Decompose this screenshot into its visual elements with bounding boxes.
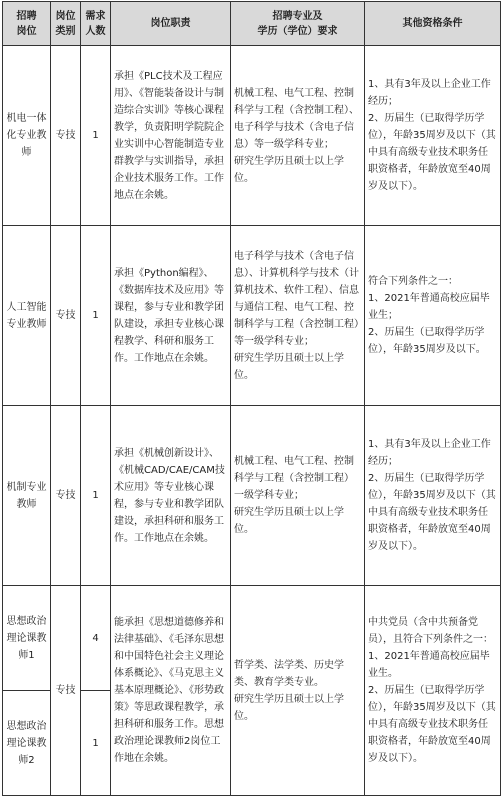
table-row: [3, 586, 501, 691]
count-cell: 4: [81, 586, 111, 691]
major-cell: 机械工程、电气工程、控制科学与工程（含控制工程）、电子科学与技术（含电子信息）等一级学科专业； 研究生学历且硕士以上学位。: [231, 46, 365, 226]
other-cell: 符合下列条件之一： 1、2021年普通高校应届毕业生； 2、历届生（已取得学历学位），年龄35周岁及以下。: [365, 226, 501, 406]
position-cell: 机制专业 教师: [3, 406, 51, 586]
recruitment-table: [2, 1, 501, 796]
position-cell: 思想政治 理论课教 师1: [3, 586, 51, 691]
category-cell: 专技: [51, 406, 81, 586]
header-duty: 岗位职责: [111, 2, 231, 46]
category-cell: 专技: [51, 226, 81, 406]
major-cell: 哲学类、法学类、历史学类、教育学类专业。 研究生学历且硕士以上学位。: [231, 586, 365, 796]
major-cell: 电子科学与技术（含电子信息）、计算机科学与技术（计算机技术、软件工程）、信息与通信工程、电气工程、控制科学与工程（含控制工程）等一级学科专业； 研究生学历且硕士以上学位。: [231, 226, 365, 406]
count-cell: 1: [81, 406, 111, 586]
other-cell: 中共党员（含中共预备党员），且符合下列条件之一： 1、2021年普通高校应届毕业生。 2、历届生（已取得学历学位），年龄35周岁及以下（其中具有高级专业技术职务任职资格者，年龄放宽至40周岁及以下）。: [365, 586, 501, 796]
duty-cell: 承担《PLC技术及工程应用》、《智能装备设计与制造综合实训》等核心课程教学，负责阳明学院院企业实训中心智能制造专业群教学与实训指导，承担企业技术服务工作。工作地点在余姚。: [111, 46, 231, 226]
major-cell: 机械工程、电气工程、控制科学与工程（含控制工程）一级学科专业； 研究生学历且硕士以上学位。: [231, 406, 365, 586]
header-other: 其他资格条件: [365, 2, 501, 46]
duty-cell: 能承担《思想道德修养和法律基础》、《毛泽东思想和中国特色社会主义理论体系概论》、《马克思主义基本原理概论》、《形势政策》等思政课程教学，承担科研和服务工作。思想政治理论课教师2岗位工作地在余姚。: [111, 586, 231, 796]
header-category: 岗位 类别: [51, 2, 81, 46]
count-cell: 1: [81, 226, 111, 406]
position-cell: 人工智能 专业教师: [3, 226, 51, 406]
table-row: [3, 406, 501, 586]
header-position: 招聘 岗位: [3, 2, 51, 46]
header-row: [3, 2, 501, 46]
position-cell: 机电一体 化专业教 师: [3, 46, 51, 226]
header-count: 需求 人数: [81, 2, 111, 46]
duty-cell: 承担《Python编程》、《数据库技术及应用》等课程，参与专业和教学团队建设，承担专业核心课程教学、科研和服务工作。工作地点在余姚。: [111, 226, 231, 406]
header-major: 招聘专业及 学历（学位）要求: [231, 2, 365, 46]
table-row: [3, 226, 501, 406]
count-cell: 1: [81, 46, 111, 226]
count-cell: 1: [81, 691, 111, 796]
table-row: [3, 46, 501, 226]
category-cell: 专技: [51, 46, 81, 226]
duty-cell: 承担《机械创新设计》、《机械CAD/CAE/CAM技术应用》等专业核心课程，参与专业和教学团队建设，承担科研和服务工作。工作地点在余姚。: [111, 406, 231, 586]
other-cell: 1、具有3年及以上企业工作经历； 2、历届生（已取得学历学位），年龄35周岁及以下（其中具有高级专业技术职务任职资格者，年龄放宽至40周岁及以下）。: [365, 46, 501, 226]
category-cell: 专技: [51, 586, 81, 796]
position-cell: 思想政治 理论课教 师2: [3, 691, 51, 796]
other-cell: 1、具有3年及以上企业工作经历； 2、历届生（已取得学历学位），年龄35周岁及以下（其中具有高级专业技术职务任职资格者，年龄放宽至40周岁及以下）。: [365, 406, 501, 586]
